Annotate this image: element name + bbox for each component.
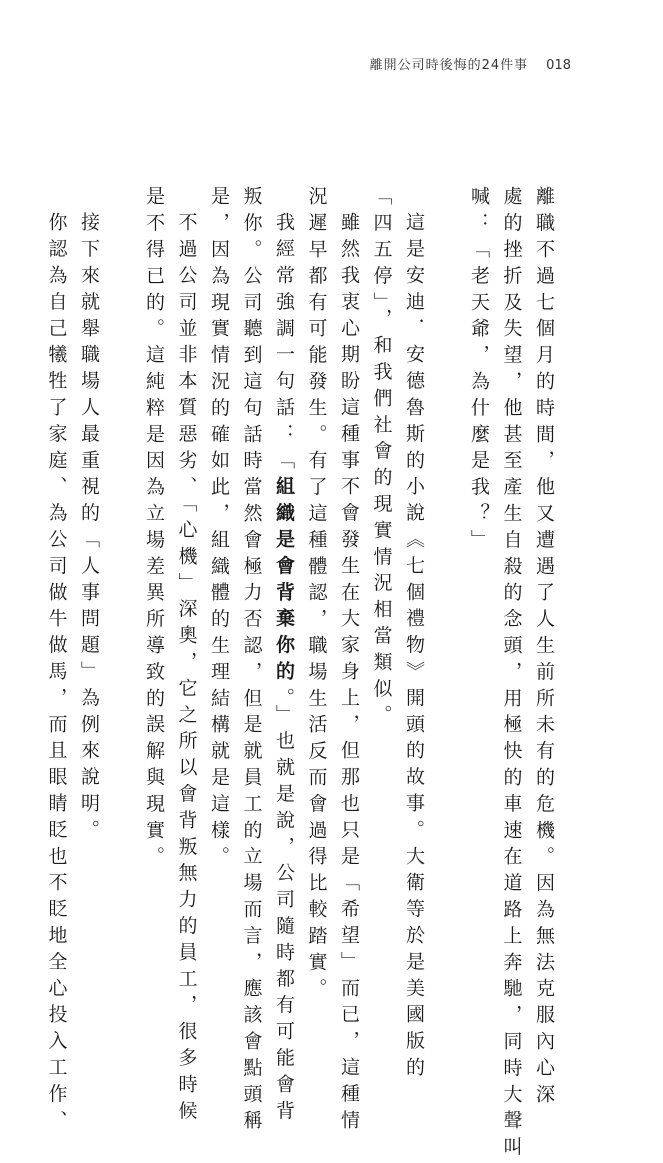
- text-column: [534, 186, 553, 1110]
- text-column: [274, 212, 293, 1127]
- text-column: [339, 212, 358, 1136]
- text-column: [372, 186, 391, 731]
- text-run: 這是安迪．安德魯斯的小說《七個禮物》開頭的故事。大衛等於是美國版的: [403, 212, 425, 1084]
- text-run: 喊：「老天爺，為什麼是我？」: [468, 186, 490, 556]
- text-run: 我經常強調一句話：「: [273, 212, 295, 476]
- text-run: 「四五停」，和我們社會的現實情況相當類似。: [370, 186, 393, 731]
- text-run: 處的挫折及失望，他甚至產生自殺的念頭，用極快的車速在道路上奔馳，同時大聲叫: [500, 186, 523, 1163]
- text-run: 你認為自己犧牲了家庭、為公司做牛做馬，而且眼睛眨也不眨地全心投入工作、: [45, 212, 68, 1136]
- text-column: [209, 186, 228, 872]
- text-column: [144, 186, 163, 872]
- text-run: 況遲早都有可能發生。有了這種體認，職場生活反而會過得比較踏實。: [305, 186, 328, 1005]
- text-column: [469, 186, 488, 556]
- emphasis-text: 組織是會背棄你的: [273, 476, 295, 688]
- text-run: 雖然我衷心期盼這種事不會發生在大家身上，但那也只是「希望」而已，這種情: [338, 212, 360, 1136]
- text-run: 離職不過七個月的時間，他又遭遇了人生前所未有的危機。因為無法克服內心深: [533, 186, 555, 1110]
- text-column: [502, 186, 521, 1163]
- page-number: 018: [546, 58, 571, 73]
- text-column: [242, 186, 261, 1136]
- text-run: 是，因為現實情況的確如此，組織體的生理結構就是這樣。: [208, 186, 230, 873]
- text-run: 。」也就是說，公司隨時都有可能會背: [273, 687, 295, 1127]
- text-run: 叛你。公司聽到這句話時當然會極力否認，但是就員工的立場而言，應該會點頭稱: [240, 186, 263, 1137]
- text-column: [307, 186, 326, 1004]
- text-run: 接下來就舉職場人最重視的「人事問題」為例來說明。: [78, 212, 100, 846]
- text-run: 是不得已的。這純粹是因為立場差異所導致的誤解與現實。: [143, 186, 165, 873]
- text-column: [79, 212, 98, 846]
- text-column: [177, 212, 196, 1127]
- text-column: [404, 212, 423, 1083]
- running-header: [370, 54, 571, 73]
- text-run: 不過公司並非本質惡劣、「心機」深奧，它之所以會背叛無力的員工，很多時候: [175, 212, 198, 1127]
- text-column: [47, 212, 66, 1136]
- book-title: 離開公司時後悔的24件事: [369, 58, 529, 73]
